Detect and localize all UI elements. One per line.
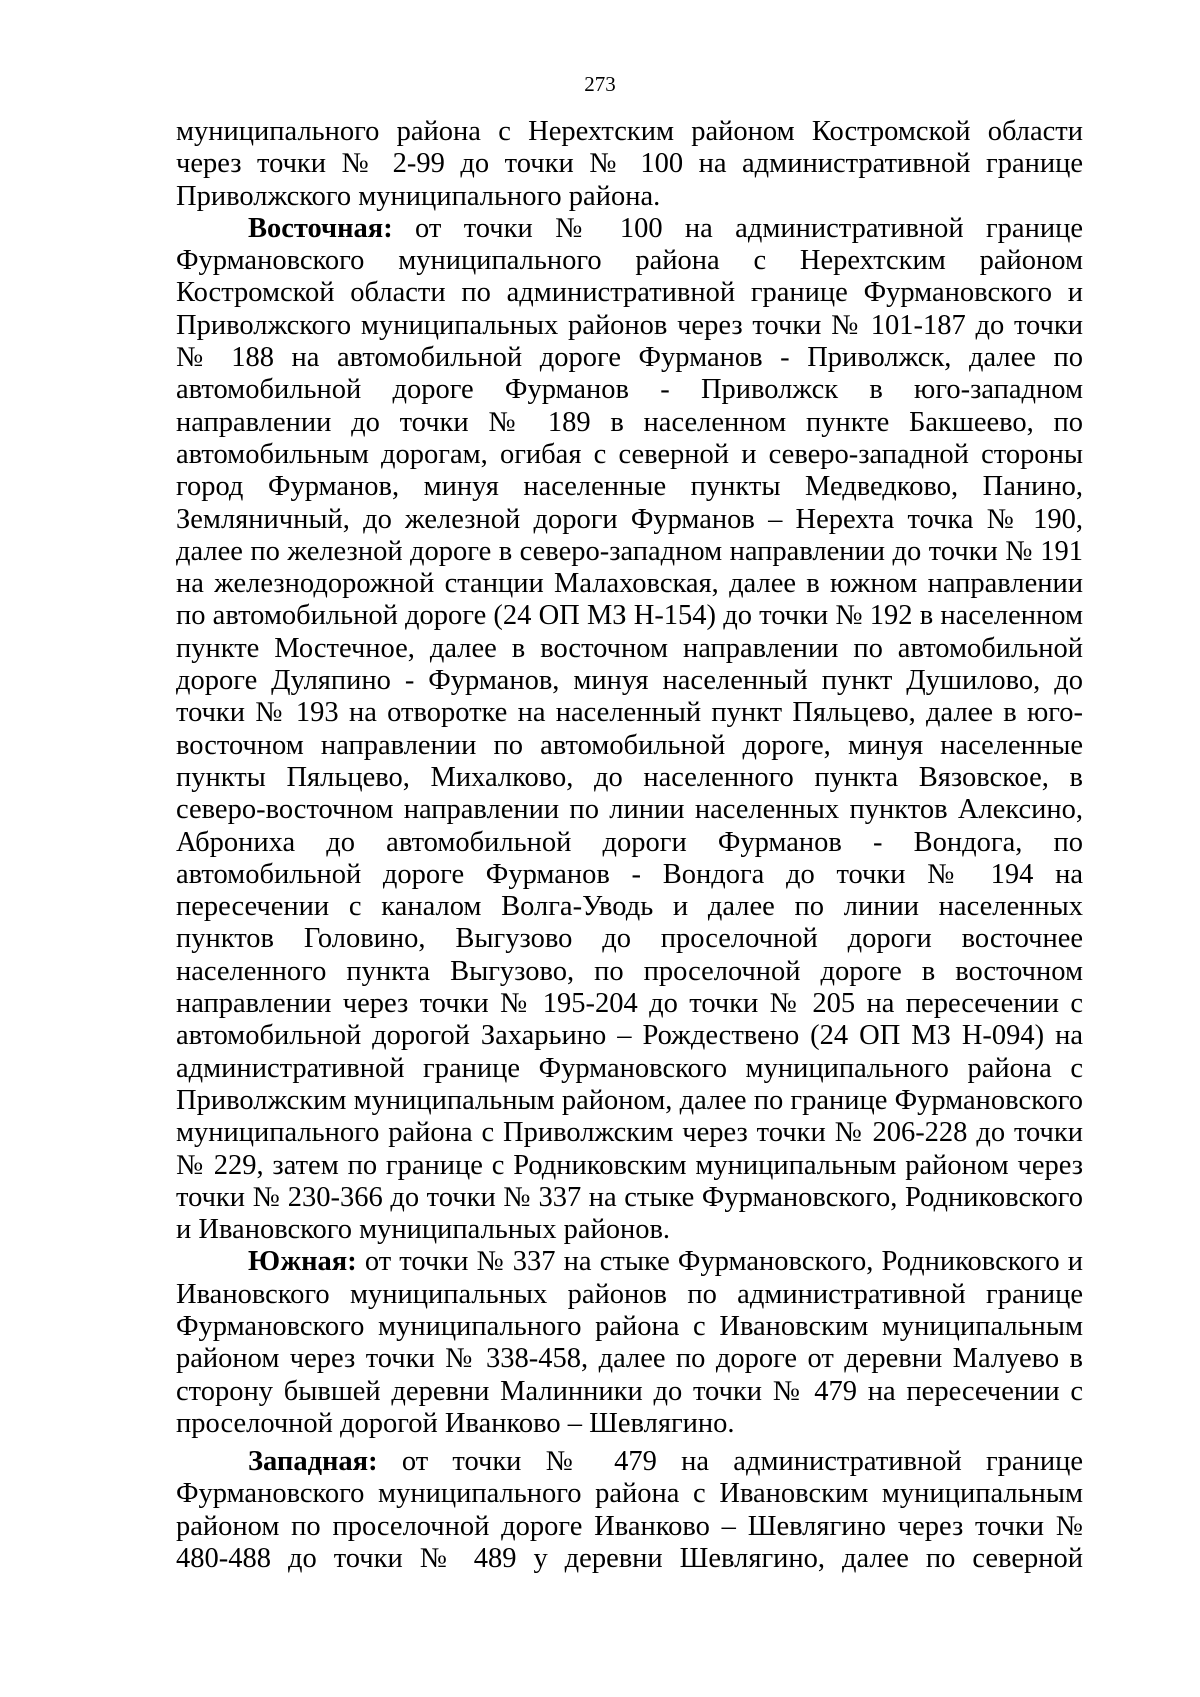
page-number: 273: [584, 72, 616, 96]
paragraph-text: муниципального района с Нерехтским районом Костромской области через точки № 2-99 до точки № 100 на административной границе Приволжского муниципального района.: [176, 116, 1083, 212]
document-body: [176, 116, 1083, 1575]
paragraph-text: от точки № 479 на административной границе Фурмановского муниципального района с Ивановским муниципальным районом по проселочной дороге Иванково – Шевлягино через точки № 480-488 до точки № 489 у деревни Шевлягино, далее по северной: [176, 1446, 1083, 1575]
paragraph-text: от точки № 100 на административной границе Фурмановского муниципального района с Нерехтским районом Костромской области по административной границе Фурмановского и Приволжского муниципальных районов через точки № 101-187 до точки № 188 на автомобильной дороге Фурманов - Приволжск, далее по автомобильной дороге Фурманов - Приволжск в юго-западном направлении до точки № 189 в населенном пункте Бакшеево, по автомобильным дорогам, огибая с северной и северо-западной стороны город Фурманов, минуя населенные пункты Медведково, Панино, Земляничный, до железной дороги Фурманов – Нерехта точка № 190, далее по железной дороге в северо-западном направлении до точки № 191 на железнодорожной станции Малаховская, далее в южном направлении по автомобильной дороге (24 ОП МЗ Н-154) до точки № 192 в населенном пункте Мостечное, далее в восточном направлении по автомобильной дороге Дуляпино - Фурманов, минуя населенный пункт Душилово, до точки № 193 на отворотке на населенный пункт Пяльцево, далее в юго-восточном направлении по автомобильной дороге, минуя населенные пункты Пяльцево, Михалково, до населенного пункта Вязовское, в северо-восточном направлении по линии населенных пунктов Алексино, Аброниха до автомобильной дороги Фурманов - Вондога, по автомобильной дороге Фурманов - Вондога до точки № 194 на пересечении с каналом Волга-Уводь и далее по линии населенных пунктов Головино, Выгузово до проселочной дороги восточнее населенного пункта Выгузово, по проселочной дороге в восточном направлении через точки № 195-204 до точки № 205 на пересечении с автомобильной дорогой Захарьино – Рождествено (24 ОП МЗ Н-094) на административной границе Фурмановского муниципального района с Приволжским муниципальным районом, далее по границе Фурмановского муниципального района с Приволжским через точки № 206-228 до точки № 229, затем по границе с Родниковским муниципальным районом через точки № 230-366 до точки № 337 на стыке Фурмановского, Родниковского и Ивановского муниципальных районов.: [176, 212, 1083, 1246]
paragraph-heading: Западная:: [248, 1446, 378, 1478]
paragraph-continuation: [176, 116, 1083, 213]
paragraph-east: [176, 213, 1083, 1247]
paragraph-heading: Южная:: [248, 1246, 357, 1278]
paragraph-west: [176, 1446, 1083, 1575]
paragraph-text: от точки № 337 на стыке Фурмановского, Родниковского и Ивановского муниципальных районов по административной границе Фурмановского муниципального района с Ивановским муниципальным районом через точки № 338-458, далее по дороге от деревни Малуево в сторону бывшей деревни Малинники до точки № 479 на пересечении с проселочной дорогой Иванково – Шевлягино.: [176, 1246, 1083, 1439]
paragraph-heading: Восточная:: [248, 212, 393, 244]
paragraph-south: [176, 1246, 1083, 1440]
